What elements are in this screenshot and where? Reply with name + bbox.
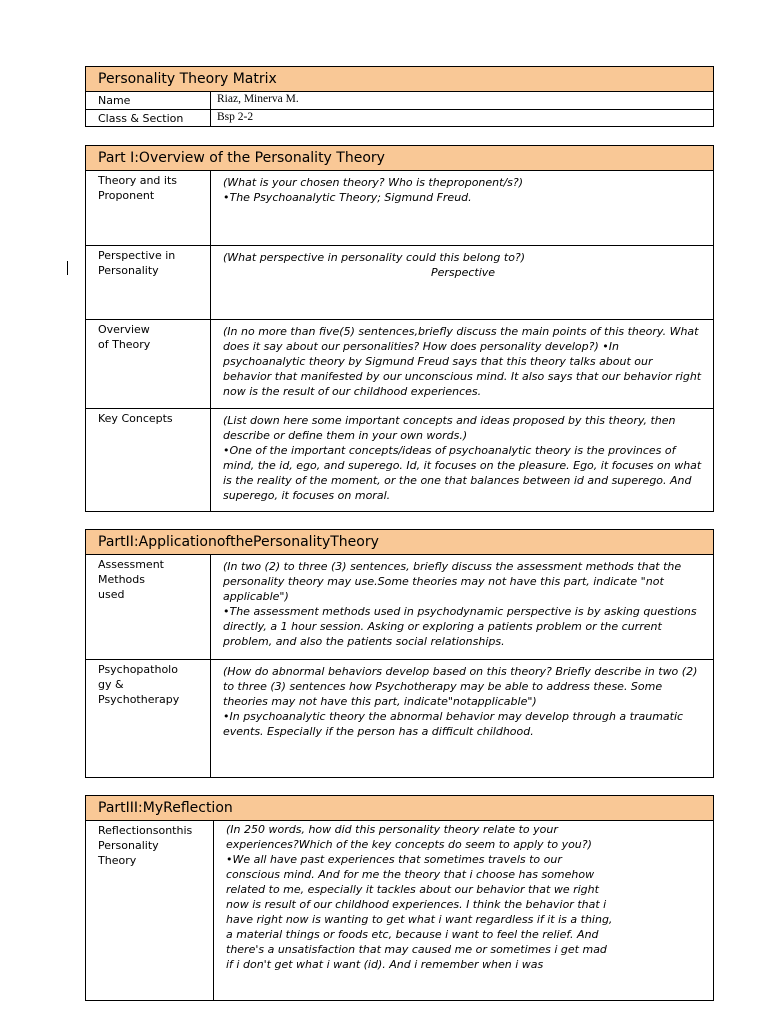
assessment-prompt: (In two (2) to three (3) sentences, briefly discuss the assessment methods that the personality theory may use.Some theories may not have this part, indicate "not applicable") [223, 560, 682, 603]
concepts-prompt: (List down here some important concepts and ideas proposed by this theory, then describe or define them in your own words.) [223, 414, 676, 442]
theory-answer: •The Psychoanalytic Theory; Sigmund Freud. [223, 191, 472, 204]
class-label: Class & Section [86, 110, 211, 126]
reflection-label: Reflectionsonthis Personality Theory [86, 821, 214, 1001]
reflection-row [86, 821, 713, 1001]
assessment-cell[interactable] [211, 555, 713, 659]
assessment-answer: •The assessment methods used in psychodynamic perspective is by asking questions directly, a 1 hour session. Asking or exploring a patients problem or the current problem, and also the patients social relationships. [223, 605, 697, 648]
overview-text: (In no more than five(5) sentences,briefly discuss the main points of this theory. What does it say about our personalities? How does personality develop?) •In psychoanalytic theory by Sigmund Freud says that this theory talks about our behavior that manifested by our unconscious mind. It also says that our behavior right now is the result of our childhood experiences. [223, 325, 702, 398]
psycho-prompt: (How do abnormal behaviors develop based on this theory? Briefly describe in two (2) to three (3) sentences how Psychotherapy may be able to address these. Some theories may not have this part, indicate"notapplicable") [223, 665, 698, 708]
name-value[interactable]: Riaz, Minerva M. [217, 93, 299, 105]
part1-table [85, 145, 714, 512]
concepts-cell[interactable] [211, 409, 713, 511]
part2-title: PartII:ApplicationofthePersonalityTheory [86, 530, 713, 555]
concepts-row [86, 408, 713, 511]
matrix-title: Personality Theory Matrix [86, 67, 713, 92]
psycho-cell[interactable] [211, 660, 713, 777]
assessment-row [86, 555, 713, 659]
overview-row [86, 319, 713, 408]
psycho-answer: •In psychoanalytic theory the abnormal behavior may develop through a traumatic events. Especially if the person has a difficult childhood. [223, 710, 684, 738]
name-label: Name [86, 92, 211, 109]
psycho-label: Psychopatholo gy & Psychotherapy [86, 660, 211, 777]
header-table [85, 66, 714, 127]
perspective-label: Perspective in Personality [86, 246, 211, 319]
theory-label: Theory and its Proponent [86, 171, 211, 245]
psycho-row [86, 659, 713, 777]
reflection-answer: •We all have past experiences that sometimes travels to our conscious mind. And for me the theory that i choose has somehow related to me, especially it tackles about our behavior that we right now is result of our childhood experiences. I think the behavior that i have right now is wanting to get what i want regardless if it is a thing, a material things or foods etc, because i want to feel the relief. And there's a unsatisfaction that may caused me or sometimes i get mad if i don't get what i want (id). And i remember when i was [226, 853, 613, 971]
theory-row [86, 171, 713, 245]
overview-label: Overview of Theory [86, 320, 211, 408]
part1-title: Part I:Overview of the Personality Theory [86, 146, 713, 171]
assessment-label: Assessment Methods used [86, 555, 211, 659]
class-row [86, 109, 713, 126]
theory-prompt: (What is your chosen theory? Who is theproponent/s?) [223, 176, 524, 189]
perspective-row [86, 245, 713, 319]
concepts-label: Key Concepts [86, 409, 211, 511]
concepts-answer: •One of the important concepts/ideas of psychoanalytic theory is the provinces of mind, the id, ego, and superego. Id, it focuses on the pleasure. Ego, it focuses on what is the reality of the moment, or the one that balances between id and superego. And superego, it focuses on moral. [223, 444, 702, 502]
overview-cell[interactable] [211, 320, 713, 408]
theory-cell[interactable] [211, 171, 713, 245]
text-cursor [67, 261, 68, 275]
part3-title: PartIII:MyReflection [86, 796, 713, 821]
name-row [86, 92, 713, 109]
perspective-prompt: (What perspective in personality could this belong to?) [223, 251, 526, 264]
reflection-prompt: (In 250 words, how did this personality theory relate to your experiences?Which of the key concepts do seem to apply to you?) [226, 823, 592, 851]
class-value[interactable]: Bsp 2-2 [217, 111, 254, 123]
perspective-cell[interactable] [211, 246, 713, 319]
reflection-cell[interactable] [214, 821, 713, 1001]
part2-table [85, 529, 714, 778]
perspective-answer: Perspective [430, 266, 496, 279]
part3-table [85, 795, 714, 1001]
